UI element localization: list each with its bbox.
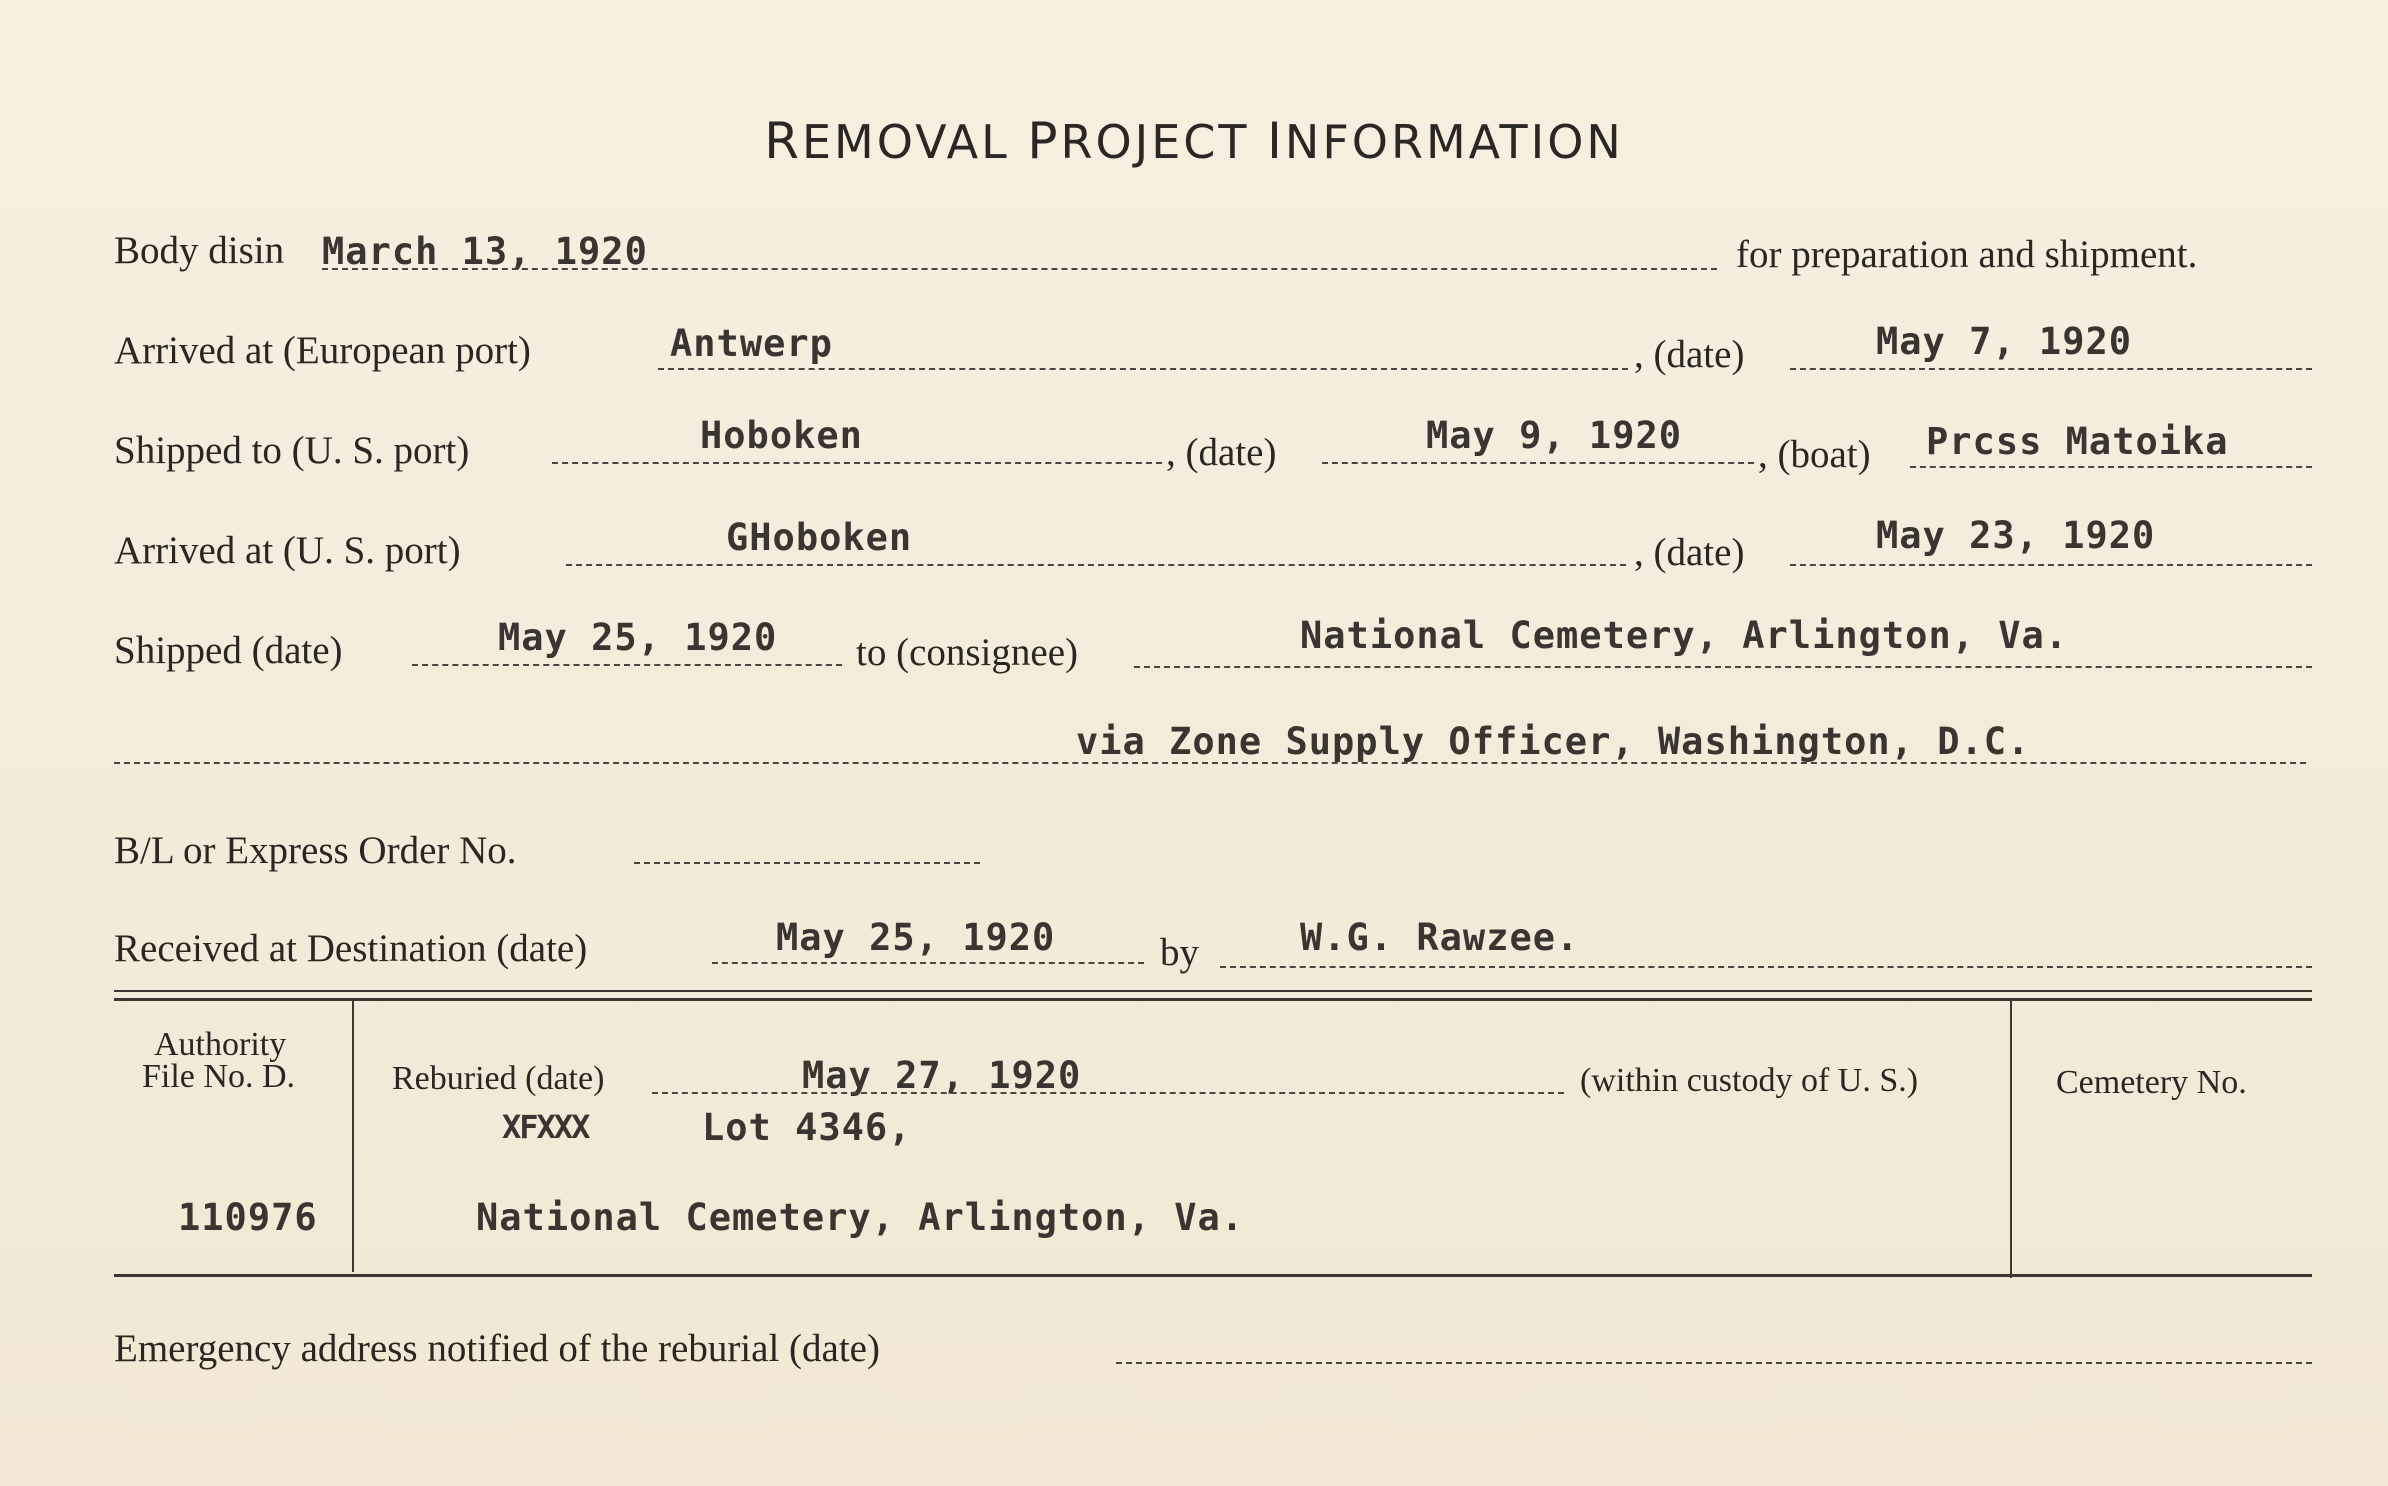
arrived-us-date-line [1790, 564, 2312, 566]
arrived-european-label: Arrived at (European port) [114, 329, 531, 372]
received-date-line [712, 962, 1144, 964]
received-by-label: by [1160, 931, 1199, 974]
consignee-value: National Cemetery, Arlington, Va. [1300, 614, 2069, 657]
shipped-date-label: Shipped (date) [114, 629, 343, 672]
emergency-line [1116, 1362, 2312, 1364]
reburied-line [652, 1092, 1564, 1094]
authority-label-2: File No. D. [142, 1058, 295, 1095]
title-i: I [1267, 112, 1285, 170]
table-bottom-rule [114, 1274, 2312, 1277]
title-p: P [1027, 112, 1061, 170]
arrived-european-date: May 7, 1920 [1876, 320, 2133, 363]
shipped-us-date-label: , (date) [1166, 431, 1277, 474]
bl-order-label: B/L or Express Order No. [114, 829, 517, 872]
body-disinterred-suffix: for preparation and shipment. [1736, 233, 2198, 276]
shipped-us-line [552, 462, 1162, 464]
arrived-us-date-label: , (date) [1634, 531, 1745, 574]
arrived-european-line [658, 368, 1628, 370]
cemetery-no-label: Cemetery No. [2056, 1064, 2247, 1101]
reburied-label: Reburied (date) [392, 1060, 605, 1097]
shipped-date-line [412, 664, 842, 666]
bl-order-line [634, 862, 980, 864]
table-divider-left [352, 1000, 354, 1272]
consignee-line [1134, 666, 2312, 668]
title-emoval: EMOVAL [801, 115, 1010, 169]
arrived-us-port: GHoboken [726, 516, 913, 559]
arrived-us-label: Arrived at (U. S. port) [114, 529, 461, 572]
emergency-label: Emergency address notified of the reburial (date) [114, 1327, 880, 1370]
authority-label-1: Authority [154, 1026, 287, 1063]
shipped-us-date-line [1322, 462, 1754, 464]
struck-text: XFXXX [502, 1108, 589, 1146]
shipped-us-port: Hoboken [700, 414, 863, 457]
body-disinterred-label: Body disin [114, 229, 285, 272]
received-date: May 25, 1920 [776, 916, 1056, 959]
authority-file-no: 110976 [178, 1196, 318, 1239]
table-top-rule-2 [114, 998, 2312, 1001]
custody-label: (within custody of U. S.) [1580, 1062, 1919, 1099]
received-label: Received at Destination (date) [114, 927, 588, 970]
shipped-us-boat-line [1910, 466, 2312, 468]
arrived-european-date-label: , (date) [1634, 333, 1745, 376]
reburied-place: National Cemetery, Arlington, Va. [476, 1196, 1245, 1239]
reburied-lot: Lot 4346, [702, 1106, 912, 1149]
table-top-rule-1 [114, 990, 2312, 992]
body-disinterred-line [322, 268, 1717, 270]
consignee-label: to (consignee) [856, 631, 1079, 674]
shipped-us-boat-label: , (boat) [1758, 433, 1871, 476]
via-line [114, 762, 2306, 764]
shipped-date: May 25, 1920 [498, 616, 778, 659]
arrived-us-line [566, 564, 1626, 566]
received-by-line [1220, 966, 2312, 968]
received-by: W.G. Rawzee. [1300, 916, 1580, 959]
title-r: R [764, 112, 802, 170]
via-value: via Zone Supply Officer, Washington, D.C. [1076, 720, 2031, 763]
body-disinterred-date: March 13, 1920 [322, 230, 648, 273]
shipped-us-label: Shipped to (U. S. port) [114, 429, 470, 472]
reburied-date: May 27, 1920 [802, 1054, 1082, 1097]
arrived-european-date-line [1790, 368, 2312, 370]
page-title [0, 112, 2388, 170]
arrived-european-port: Antwerp [670, 322, 833, 365]
table-divider-right [2010, 1000, 2012, 1278]
title-nformation: NFORMATION [1284, 115, 1624, 169]
shipped-us-date: May 9, 1920 [1426, 414, 1683, 457]
title-roject: ROJECT [1060, 115, 1250, 169]
arrived-us-date: May 23, 1920 [1876, 514, 2156, 557]
shipped-us-boat: Prcss Matoika [1926, 420, 2229, 463]
